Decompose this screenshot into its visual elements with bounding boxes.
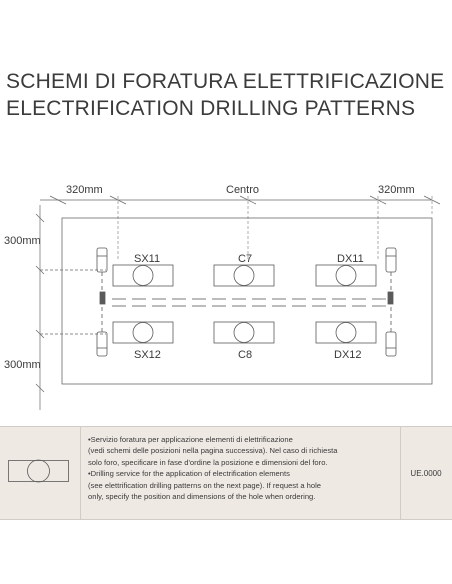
divider-right (400, 427, 401, 519)
title-italian: SCHEMI DI FORATURA ELETTRIFICAZIONE (6, 70, 445, 93)
service-en-line-1: •Drilling service for the application of electrification elements (88, 469, 290, 479)
service-it-line-2: (vedi schemi delle posizioni nella pagina successiva). Nel caso di richiesta (88, 446, 338, 456)
title-english: ELECTRIFICATION DRILLING PATTERNS (6, 97, 416, 120)
vertical-guides (118, 196, 432, 260)
service-it-line-3: solo foro, specificare in fase d'ordine la posizione e dimensioni del foro. (88, 457, 328, 467)
service-description (88, 434, 400, 502)
dim-right-offset: 320mm (378, 184, 415, 196)
hole-slot-sx12 (113, 322, 173, 343)
left-dimension-line (36, 205, 106, 410)
left-bracket (97, 248, 107, 356)
divider-left (80, 427, 81, 519)
service-en-line-3: only, specify the position and dimensions of the hole when ordering. (88, 492, 316, 502)
label-dx11: DX11 (337, 253, 364, 265)
service-en-line-2: (see elettrification drilling patterns on the next page). If request a hole (88, 480, 322, 490)
hole-slot-c7 (214, 265, 274, 286)
right-bracket (386, 248, 396, 356)
label-c8: C8 (238, 349, 253, 361)
dim-bottom-height: 300mm (4, 359, 41, 371)
hole-slot-dx11 (316, 265, 376, 286)
dim-top-height: 300mm (4, 235, 41, 247)
hole-slot-sx11 (113, 265, 173, 286)
label-sx11: SX11 (134, 253, 161, 265)
drilling-thumbnail (8, 457, 70, 485)
service-info-box (0, 426, 452, 520)
label-dx12: DX12 (334, 349, 362, 361)
label-c7: C7 (238, 253, 253, 265)
label-sx12: SX12 (134, 349, 161, 361)
hole-slot-dx12 (316, 322, 376, 343)
center-connectors (112, 299, 386, 306)
product-code: UE.0000 (410, 469, 442, 478)
top-dimension-line (40, 196, 440, 204)
service-it-line-1: •Servizio foratura per applicazione elementi di elettrificazione (88, 435, 293, 444)
dim-left-offset: 320mm (66, 184, 103, 196)
dim-center-label: Centro (226, 184, 260, 196)
hole-slot-c8 (214, 322, 274, 343)
drilling-diagram (0, 170, 452, 410)
